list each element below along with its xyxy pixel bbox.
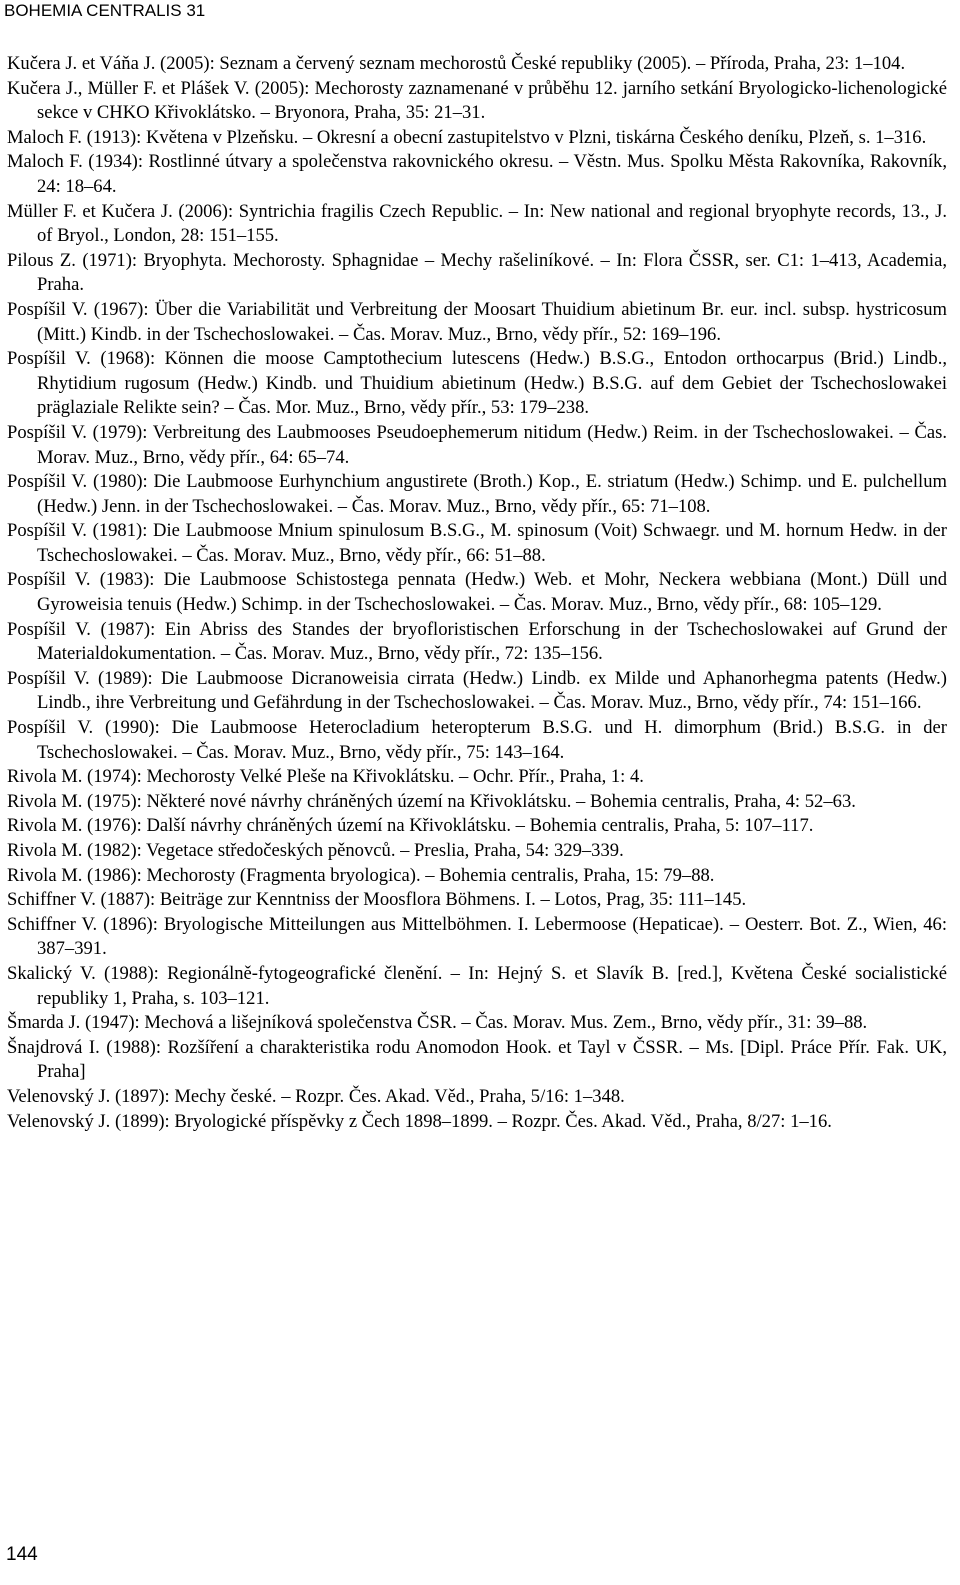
reference-item: Velenovský J. (1899): Bryologické příspěvky z Čech 1898–1899. – Rozpr. Čes. Akad. Věd., Praha, 8/27: 1–16. (7, 1110, 832, 1132)
reference-item: Pospíšil V. (1989): Die Laubmoose Dicranoweisia cirrata (Hedw.) Lindb. ex Milde und Aphanorhegma patents (Hedw.) Lindb., ihre Verbreitung und Gefährdung in der Tschechoslowakei. – Čas. Morav. Muz., Brno, vědy přír., 74: 151–166. (7, 667, 947, 714)
reference-item: Pilous Z. (1971): Bryophyta. Mechorosty. Sphagnidae – Mechy rašeliníkové. – In: Flora ČSSR, ser. C1: 1–413, Academia, Praha. (7, 249, 947, 296)
reference-item: Rivola M. (1986): Mechorosty (Fragmenta bryologica). – Bohemia centralis, Praha, 15: 79–88. (7, 864, 715, 886)
reference-item: Pospíšil V. (1979): Verbreitung des Laubmooses Pseudoephemerum nitidum (Hedw.) Reim. in der Tschechoslowakei. – Čas. Morav. Muz., Brno, vědy přír., 64: 65–74. (7, 421, 947, 468)
reference-item: Pospíšil V. (1981): Die Laubmoose Mnium spinulosum B.S.G., M. spinosum (Voit) Schwaegr. und M. hornum Hedw. in der Tschechoslowakei. – Čas. Morav. Muz., Brno, vědy přír., 66: 51–88. (7, 520, 947, 566)
reference-item: Müller F. et Kučera J. (2006): Syntrichia fragilis Czech Republic. – In: New national and regional bryophyte records, 13., J. of Bryol., London, 28: 151–155. (7, 200, 947, 247)
reference-item: Pospíšil V. (1980): Die Laubmoose Eurhynchium angustirete (Broth.) Kop., E. striatum (Hedw.) Schimp. und E. pulchellum (Hedw.) Jenn. in der Tschechoslowakei. – Čas. Morav. Muz., Brno, vědy přír., 65: 71–108. (7, 471, 947, 517)
reference-item: Pospíšil V. (1990): Die Laubmoose Heterocladium heteropterum B.S.G. und H. dimorphum (Brid.) B.S.G. in der Tschechoslowakei. – Čas. Morav. Muz., Brno, vědy přír., 75: 143–164. (7, 717, 947, 763)
reference-item: Skalický V. (1988): Regionálně-fytogeografické členění. – In: Hejný S. et Slavík B. [red.], Květena České socialistické republiky 1, Praha, s. 103–121. (7, 962, 947, 1009)
reference-item: Šnajdrová I. (1988): Rozšíření a charakteristika rodu Anomodon Hook. et Tayl v ČSSR. – Ms. [Dipl. Práce Přír. Fak. UK, Praha] (7, 1036, 947, 1083)
reference-item: Kučera J., Müller F. et Plášek V. (2005): Mechorosty zaznamenané v průběhu 12. jarního setkání Bryologicko-lichenologické sekce v CHKO Křivoklátsko. – Bryonora, Praha, 35: 21–31. (7, 77, 947, 124)
reference-item: Rivola M. (1982): Vegetace středočeských pěnovců. – Preslia, Praha, 54: 329–339. (7, 840, 624, 861)
reference-item: Rivola M. (1975): Některé nové návrhy chráněných území na Křivoklátsku. – Bohemia centralis, Praha, 4: 52–63. (7, 790, 856, 812)
reference-item: Šmarda J. (1947): Mechová a lišejníková společenstva ČSR. – Čas. Morav. Mus. Zem., Brno, vědy přír., 31: 39–88. (7, 1012, 868, 1034)
running-header: BOHEMIA CENTRALIS 31 (4, 1, 206, 20)
reference-item: Rivola M. (1976): Další návrhy chráněných území na Křivoklátsku. – Bohemia centralis, Praha, 5: 107–117. (7, 815, 814, 837)
reference-item: Kučera J. et Váňa J. (2005): Seznam a červený seznam mechorostů České republiky (2005). – Příroda, Praha, 23: 1–104. (7, 53, 906, 74)
reference-item: Schiffner V. (1896): Bryologische Mitteilungen aus Mittelböhmen. I. Lebermoose (Hepaticae). – Oesterr. Bot. Z., Wien, 46: 387–391. (7, 913, 947, 960)
reference-item: Pospíšil V. (1983): Die Laubmoose Schistostega pennata (Hedw.) Web. et Mohr, Neckera webbiana (Mont.) Düll und Gyroweisia tenuis (Hedw.) Schimp. in der Tschechoslowakei. – Čas. Morav. Muz., Brno, vědy přír., 68: 105–129. (7, 569, 947, 616)
reference-item: Maloch F. (1913): Květena v Plzeňsku. – Okresní a obecní zastupitelstvo v Plzni, tiskárna Českého deníku, Plzeň, s. 1–316. (7, 126, 927, 148)
reference-item: Velenovský J. (1897): Mechy české. – Rozpr. Čes. Akad. Věd., Praha, 5/16: 1–348. (7, 1085, 625, 1107)
reference-item: Rivola M. (1974): Mechorosty Velké Pleše na Křivoklátsku. – Ochr. Přír., Praha, 1: 4. (7, 766, 644, 788)
reference-item: Schiffner V. (1887): Beiträge zur Kenntniss der Moosflora Böhmens. I. – Lotos, Prag, 35: 111–145. (7, 889, 747, 911)
reference-item: Pospíšil V. (1987): Ein Abriss des Standes der bryofloristischen Erforschung in der Tschechoslowakei auf Grund der Materialdokumentation. – Čas. Morav. Muz., Brno, vědy přír., 72: 135–156. (7, 618, 947, 665)
reference-item: Pospíšil V. (1967): Über die Variabilität und Verbreitung der Moosart Thuidium abietinum Br. eur. incl. subsp. hystricosum (Mitt.) Kindb. in der Tschechoslowakei. – Čas. Morav. Muz., Brno, vědy přír., 52: 169–196. (7, 298, 947, 345)
reference-list (7, 52, 947, 1134)
reference-item: Pospíšil V. (1968): Können die moose Camptothecium lutescens (Hedw.) B.S.G., Entodon orthocarpus (Brid.) Lindb., Rhytidium rugosum (Hedw.) Kindb. und Thuidium abietinum (Hedw.) B.S.G. auf dem Gebiet der Tschechoslowakei präglaziale Relikte sein? – Čas. Mor. Muz., Brno, vědy přír., 53: 179–238. (7, 348, 947, 419)
page-number: 144 (6, 1544, 38, 1565)
reference-item: Maloch F. (1934): Rostlinné útvary a společenstva rakovnického okresu. – Věstn. Mus. Spolku Města Rakovníka, Rakovník, 24: 18–64. (7, 151, 947, 197)
